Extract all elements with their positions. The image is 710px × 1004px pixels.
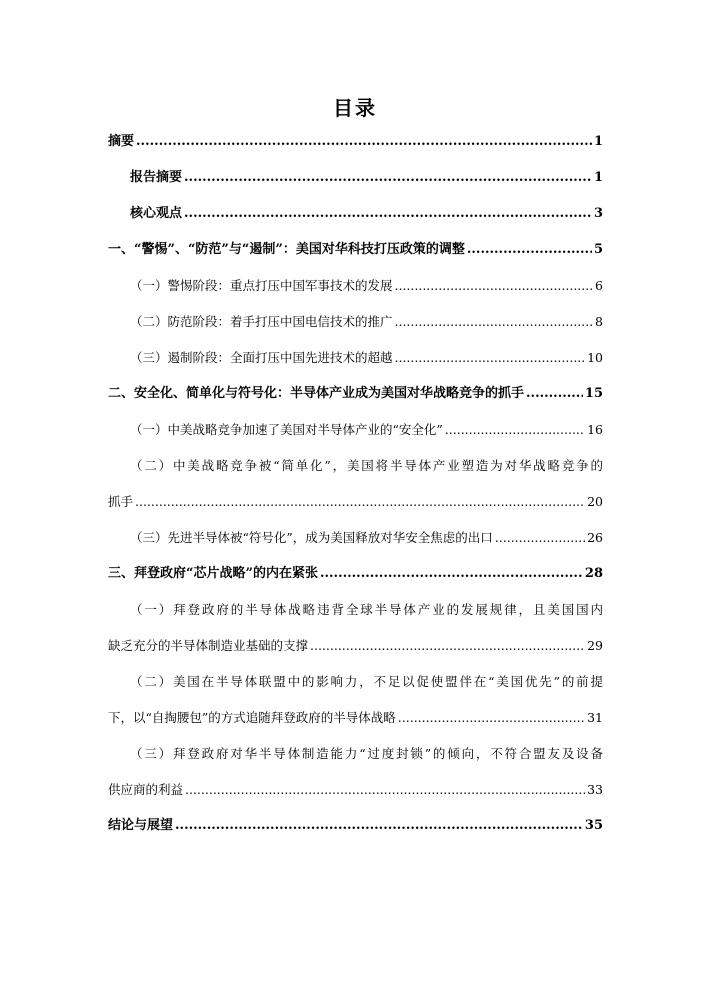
toc-leader-dots bbox=[526, 376, 583, 412]
toc-entry-title: 供应商的利益 bbox=[108, 782, 184, 797]
toc-leader-dots bbox=[395, 268, 594, 304]
toc-page-number: 8 bbox=[595, 314, 603, 329]
toc-entry-title: （一）中美战略竞争加速了美国对半导体产业的“安全化” bbox=[130, 422, 443, 437]
toc-entry-3-3-line1[interactable]: （三）拜登政府对华半导体制造能力“过度封锁”的倾向，不符合盟友及设备 bbox=[130, 746, 603, 761]
toc-entry-2-2-line1[interactable]: （二）中美战略竞争被“简单化”，美国将半导体产业塑造为对华战略竞争的 bbox=[130, 458, 603, 473]
toc-entry-title: 核心观点 bbox=[130, 206, 183, 221]
toc-page-number: 29 bbox=[587, 638, 603, 653]
toc-entry-2-3[interactable] bbox=[108, 520, 603, 556]
toc-entry-conclusion[interactable] bbox=[108, 808, 603, 844]
toc-entry-abstract[interactable] bbox=[108, 124, 603, 160]
toc-entry-title: 抓手 bbox=[108, 494, 134, 509]
toc-page-number: 16 bbox=[587, 422, 603, 437]
toc-page-number: 1 bbox=[593, 134, 603, 149]
toc-entry-3-2-line2[interactable] bbox=[108, 700, 603, 736]
toc-entry-title: 缺乏充分的半导体制造业基础的支撑 bbox=[108, 638, 309, 653]
toc-page-number: 35 bbox=[584, 818, 603, 833]
toc-entry-chapter-3[interactable] bbox=[108, 556, 603, 592]
toc-entry-title: （一）警惕阶段：重点打压中国军事技术的发展 bbox=[130, 278, 393, 293]
toc-leader-dots bbox=[395, 340, 586, 376]
toc-page-number: 3 bbox=[593, 206, 603, 221]
toc-leader-dots bbox=[184, 160, 592, 196]
toc-page-number: 33 bbox=[587, 782, 603, 797]
toc-page-number: 5 bbox=[593, 242, 603, 257]
toc-leader-dots bbox=[135, 484, 585, 520]
toc-page-number: 31 bbox=[587, 710, 603, 725]
toc-entry-3-1-line1[interactable]: （一）拜登政府的半导体战略违背全球半导体产业的发展规律，且美国国内 bbox=[130, 602, 603, 617]
toc-page-number: 1 bbox=[593, 170, 603, 185]
toc-page-number: 6 bbox=[595, 278, 603, 293]
toc-entry-title: 摘要 bbox=[108, 134, 135, 149]
toc-leader-dots bbox=[467, 232, 592, 268]
table-of-contents bbox=[108, 124, 603, 844]
toc-leader-dots bbox=[398, 700, 585, 736]
toc-entry-1-1[interactable] bbox=[108, 268, 603, 304]
toc-entry-title: 二、安全化、简单化与符号化：半导体产业成为美国对华战略竞争的抓手 bbox=[108, 386, 525, 401]
toc-leader-dots bbox=[395, 304, 594, 340]
toc-leader-dots bbox=[495, 520, 585, 556]
toc-entry-3-2-line1[interactable]: （二）美国在半导体联盟中的影响力，不足以促使盟伴在“美国优先”的前提 bbox=[130, 674, 603, 689]
toc-entry-title: 三、拜登政府“芯片战略”的内在紧张 bbox=[108, 566, 318, 581]
toc-entry-title: 下，以“自掏腰包”的方式追随拜登政府的半导体战略 bbox=[108, 710, 396, 725]
toc-leader-dots bbox=[320, 556, 583, 592]
toc-entry-3-1-line2[interactable] bbox=[108, 628, 603, 664]
toc-entry-3-3-line2[interactable] bbox=[108, 772, 603, 808]
toc-entry-report-summary[interactable] bbox=[108, 160, 603, 196]
toc-entry-chapter-2[interactable] bbox=[108, 376, 603, 412]
toc-leader-dots bbox=[445, 412, 585, 448]
toc-entry-chapter-1[interactable] bbox=[108, 232, 603, 268]
toc-leader-dots bbox=[184, 196, 592, 232]
toc-entry-title: 结论与展望 bbox=[108, 818, 174, 833]
toc-entry-title: （三）先进半导体被“符号化”，成为美国释放对华安全焦虑的出口 bbox=[130, 530, 493, 545]
page-title: 目录 bbox=[333, 96, 377, 120]
toc-leader-dots bbox=[310, 628, 585, 664]
toc-entry-2-1[interactable] bbox=[108, 412, 603, 448]
toc-entry-title: （二）防范阶段：着手打压中国电信技术的推广 bbox=[130, 314, 393, 329]
toc-leader-dots bbox=[185, 772, 585, 808]
toc-page-number: 20 bbox=[587, 494, 603, 509]
toc-entry-title: 报告摘要 bbox=[130, 170, 183, 185]
toc-page-number: 26 bbox=[587, 530, 603, 545]
toc-leader-dots bbox=[136, 124, 592, 160]
toc-entry-2-2-line2[interactable] bbox=[108, 484, 603, 520]
toc-page-number: 10 bbox=[587, 350, 603, 365]
toc-entry-1-2[interactable] bbox=[108, 304, 603, 340]
toc-entry-title: 一、“警惕”、“防范”与“遏制”：美国对华科技打压政策的调整 bbox=[108, 242, 465, 257]
toc-entry-core-views[interactable] bbox=[108, 196, 603, 232]
toc-entry-title: （三）遏制阶段：全面打压中国先进技术的超越 bbox=[130, 350, 393, 365]
toc-page-number: 15 bbox=[584, 386, 603, 401]
toc-leader-dots bbox=[175, 808, 583, 844]
toc-page-number: 28 bbox=[584, 566, 603, 581]
toc-entry-1-3[interactable] bbox=[108, 340, 603, 376]
